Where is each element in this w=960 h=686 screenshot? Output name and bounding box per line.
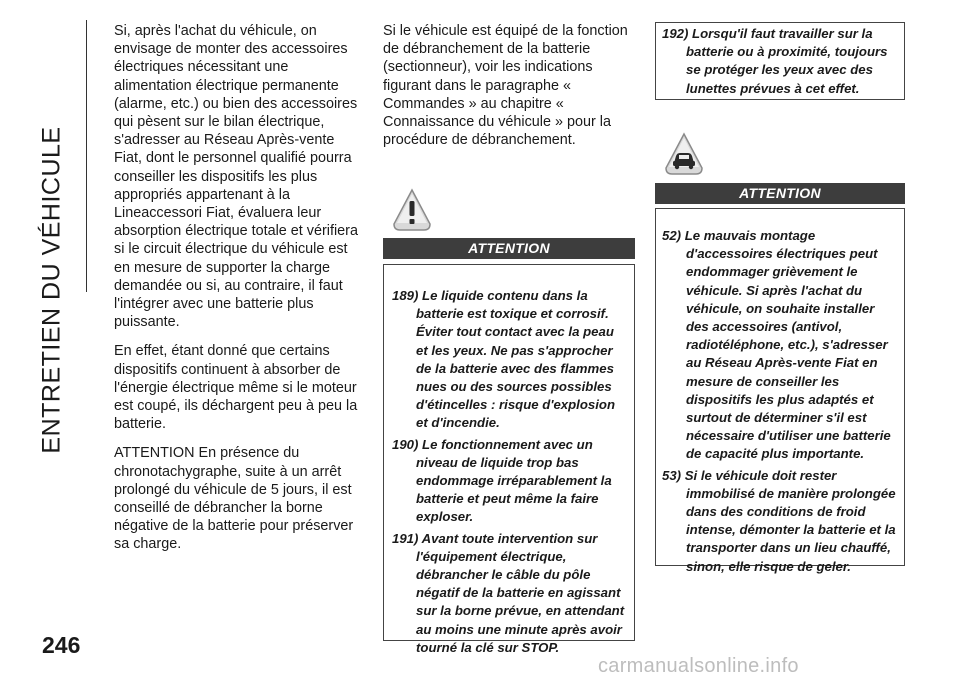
note-191: 191) Avant toute intervention sur l'équipement électrique, débrancher le câble du pôle négatif de la batterie en agissant sur la borne prévue, en attendant au moins une minute après avoir tourné la clé sur STOP. xyxy=(392,530,625,655)
column-1 xyxy=(114,22,364,565)
paragraph-chronotachygraph: ATTENTION En présence du chronotachygraphe, suite à un arrêt prolongé du véhicule de 5 jours, il est conseillé de débrancher la borne négative de la batterie pour préserver sa charge. xyxy=(114,445,354,553)
exclamation-warning-icon xyxy=(392,188,432,232)
car-warning-icon xyxy=(664,132,704,176)
side-divider xyxy=(86,20,87,292)
note-190: 190) Le fonctionnement avec un niveau de liquide trop bas endommage irréparablement la batterie et peut même la faire exploser. xyxy=(392,436,612,525)
attention-heading-2: ATTENTION xyxy=(655,183,905,204)
column-2 xyxy=(383,22,635,149)
note-53: 53) Si le véhicule doit rester immobilisé de manière prolongée dans des conditions de froid intense, démonter la batterie et la transporter dans un lieu chauffé, sinon, elle risque de geler. xyxy=(662,467,896,574)
note-192: 192) Lorsqu'il faut travailler sur la batterie ou à proximité, toujours se protéger les yeux avec des lunettes prévues à cet effet. xyxy=(662,26,888,96)
watermark: carmanualsonline.info xyxy=(598,655,799,677)
attention-box-2 xyxy=(655,208,905,574)
attention-heading-1: ATTENTION xyxy=(383,238,635,259)
note-52: 52) Le mauvais montage d'accessoires électriques peut endommager grièvement le véhicule. Si après l'achat du véhicule, on souhaite installer des accessoires (antivol, radiotéléphone, etc.), s'adresser au Réseau Après-vente Fiat en mesure de conseiller les dispositifs les plus adaptés et surtout de déterminer s'il est nécessaire d'utiliser une batterie de capacité plus importante. xyxy=(662,228,891,462)
chapter-title-text: ENTRETIEN DU VÉHICULE xyxy=(37,126,66,454)
paragraph-discharge: En effet, étant donné que certains dispositifs continuent à absorber de l'énergie électrique même si le moteur est coupé, ils déchargent peu à peu la batterie. xyxy=(114,343,358,433)
paragraph-accessories: Si, après l'achat du véhicule, on envisage de monter des accessoires électriques nécessitant une alimentation électrique permanente (alarme, etc.) ou bien des accessoires qui pèsent sur le bilan électrique, s'adresser au Réseau Après-vente Fiat, dont le personnel qualifié pourra conseiller les dispositifs les plus appropriés appartenant à la Lineaccessori Fiat, évaluera leur absorption électrique totale et vérifiera si le circuit électrique du véhicule est en mesure de supporter la charge demandée ou si, au contraire, il faut l'intégrer avec une batterie plus puissante. xyxy=(114,23,358,331)
paragraph-disconnect-function: Si le véhicule est équipé de la fonction de débranchement de la batterie (sectionneur), voir les indications figurant dans le paragraphe « Commandes » au chapitre « Connaissance du véhicule » pour la procédure de débranchement. xyxy=(383,23,628,149)
attention-box-1 xyxy=(383,264,635,655)
note-192-box xyxy=(655,22,905,100)
note-189: 189) Le liquide contenu dans la batterie est toxique et corrosif. Éviter tout contact avec la peau et les yeux. Ne pas s'approcher de la batterie avec des flammes nues ou des sources possibles d'étincelles : risque d'explosion et d'incendie. xyxy=(392,288,616,431)
page-number: 246 xyxy=(42,632,81,658)
